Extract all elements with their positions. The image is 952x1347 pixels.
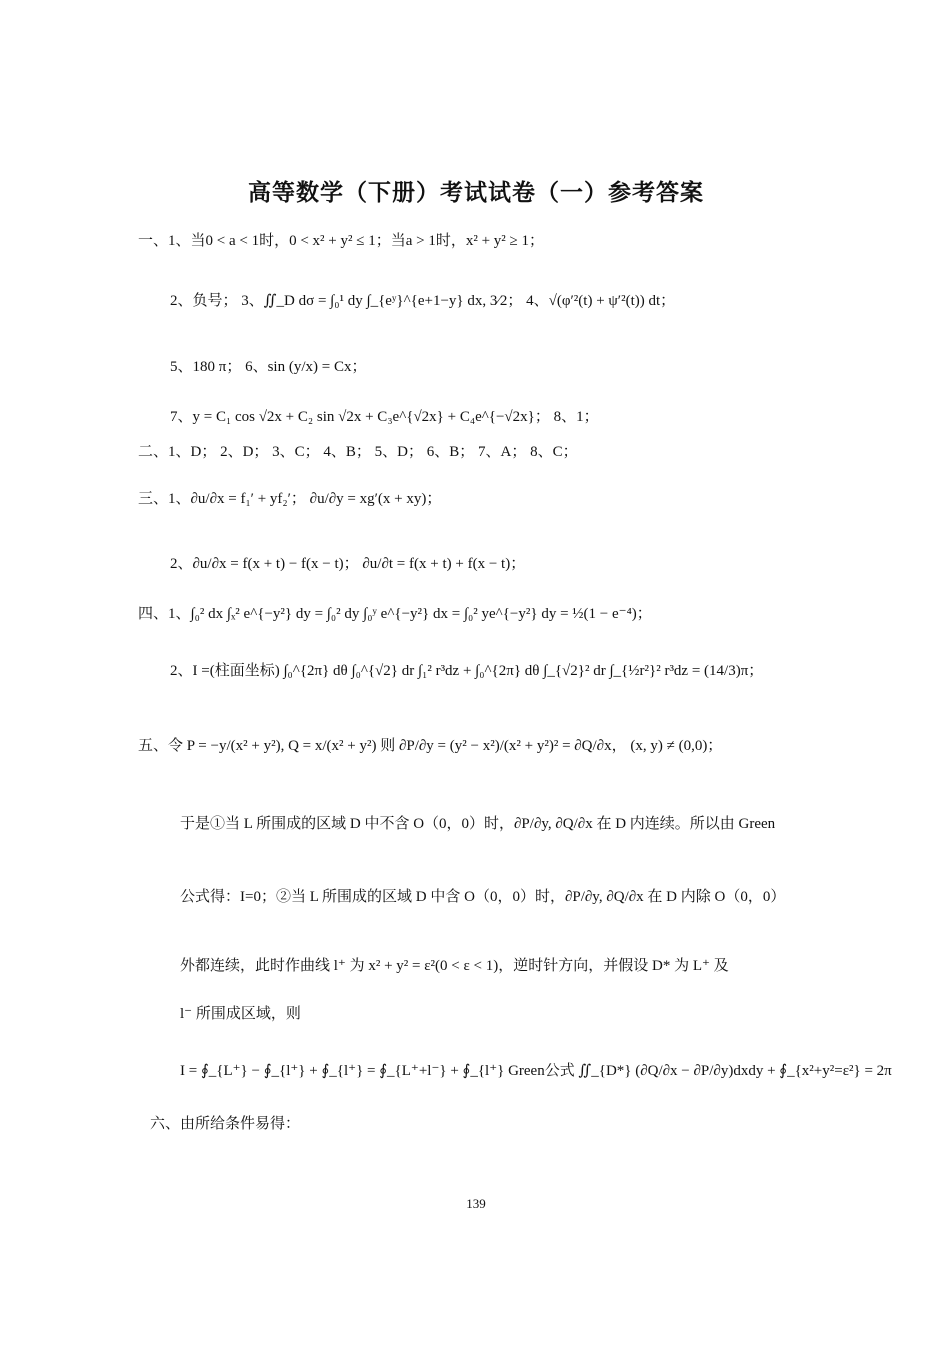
answer-5-paragraph-4: l⁻ 所围成区域，则 (180, 1006, 301, 1022)
answer-section-2: 二、1、D； 2、D； 3、C； 4、B； 5、D； 6、B； 7、A； 8、C； (138, 444, 578, 460)
answer-4-2: 2、I =(柱面坐标) ∫₀^{2π} dθ ∫₀^{√2} dr ∫₁² r³dz + ∫₀^{2π} dθ ∫_{√2}² dr ∫_{½r²}² r³dz = (14/3)π； (170, 663, 764, 679)
answer-5-paragraph-3: 外都连续，此时作曲线 l⁺ 为 x² + y² = ε²(0 < ε < 1)，逆时针方向，并假设 D* 为 L⁺ 及 (180, 958, 729, 974)
answer-5-definition: 五、令 P = −y/(x² + y²), Q = x/(x² + y²) 则 ∂P/∂y = (y² − x²)/(x² + y²)² = ∂Q/∂x， (x, y) ≠ (0,0)； (138, 738, 723, 754)
answer-3-2: 2、∂u/∂x = f(x + t) − f(x − t)； ∂u/∂t = f(x + t) + f(x − t)； (170, 556, 526, 572)
answer-1-1: 一、1、当0 < a < 1时，0 < x² + y² ≤ 1；当a > 1时，x² + y² ≥ 1； (138, 233, 545, 249)
page-title: 高等数学（下册）考试试卷（一）参考答案 (248, 180, 704, 206)
answer-5-paragraph-2: 公式得：I=0；②当 L 所围成的区域 D 中含 O（0，0）时，∂P/∂y, ∂Q/∂x 在 D 内除 O（0，0） (180, 889, 786, 905)
answer-1-7-8: 7、y = C₁ cos √2x + C₂ sin √2x + C₃e^{√2x} + C₄e^{−√2x}； 8、1； (170, 409, 599, 425)
answer-5-result: I = ∮_{L⁺} − ∮_{l⁺} + ∮_{l⁺} = ∮_{L⁺+l⁻} + ∮_{l⁺} Green公式 ∬_{D*} (∂Q/∂x − ∂P/∂y)dxdy + ∮_{x²+y²=ε²} = 2π (180, 1063, 892, 1079)
answer-5-paragraph-1: 于是①当 L 所围成的区域 D 中不含 O（0，0）时，∂P/∂y, ∂Q/∂x 在 D 内连续。所以由 Green (180, 816, 776, 832)
answer-section-6: 六、由所给条件易得： (150, 1116, 301, 1132)
answer-1-2-3-4: 2、负号； 3、∬_D dσ = ∫₀¹ dy ∫_{eʸ}^{e+1−y} dx, 3⁄2； 4、√(φ′²(t) + ψ′²(t)) dt； (170, 293, 676, 309)
answer-3-1: 三、1、∂u/∂x = f₁′ + yf₂′； ∂u/∂y = xg′(x + xy)； (138, 491, 442, 507)
answer-1-5-6: 5、180 π； 6、sin (y/x) = Cx； (170, 359, 367, 375)
answer-4-1: 四、1、∫₀² dx ∫ₓ² e^{−y²} dy = ∫₀² dy ∫₀ʸ e^{−y²} dx = ∫₀² ye^{−y²} dy = ½(1 − e⁻⁴)； (138, 606, 652, 622)
page-number: 139 (466, 1196, 486, 1211)
